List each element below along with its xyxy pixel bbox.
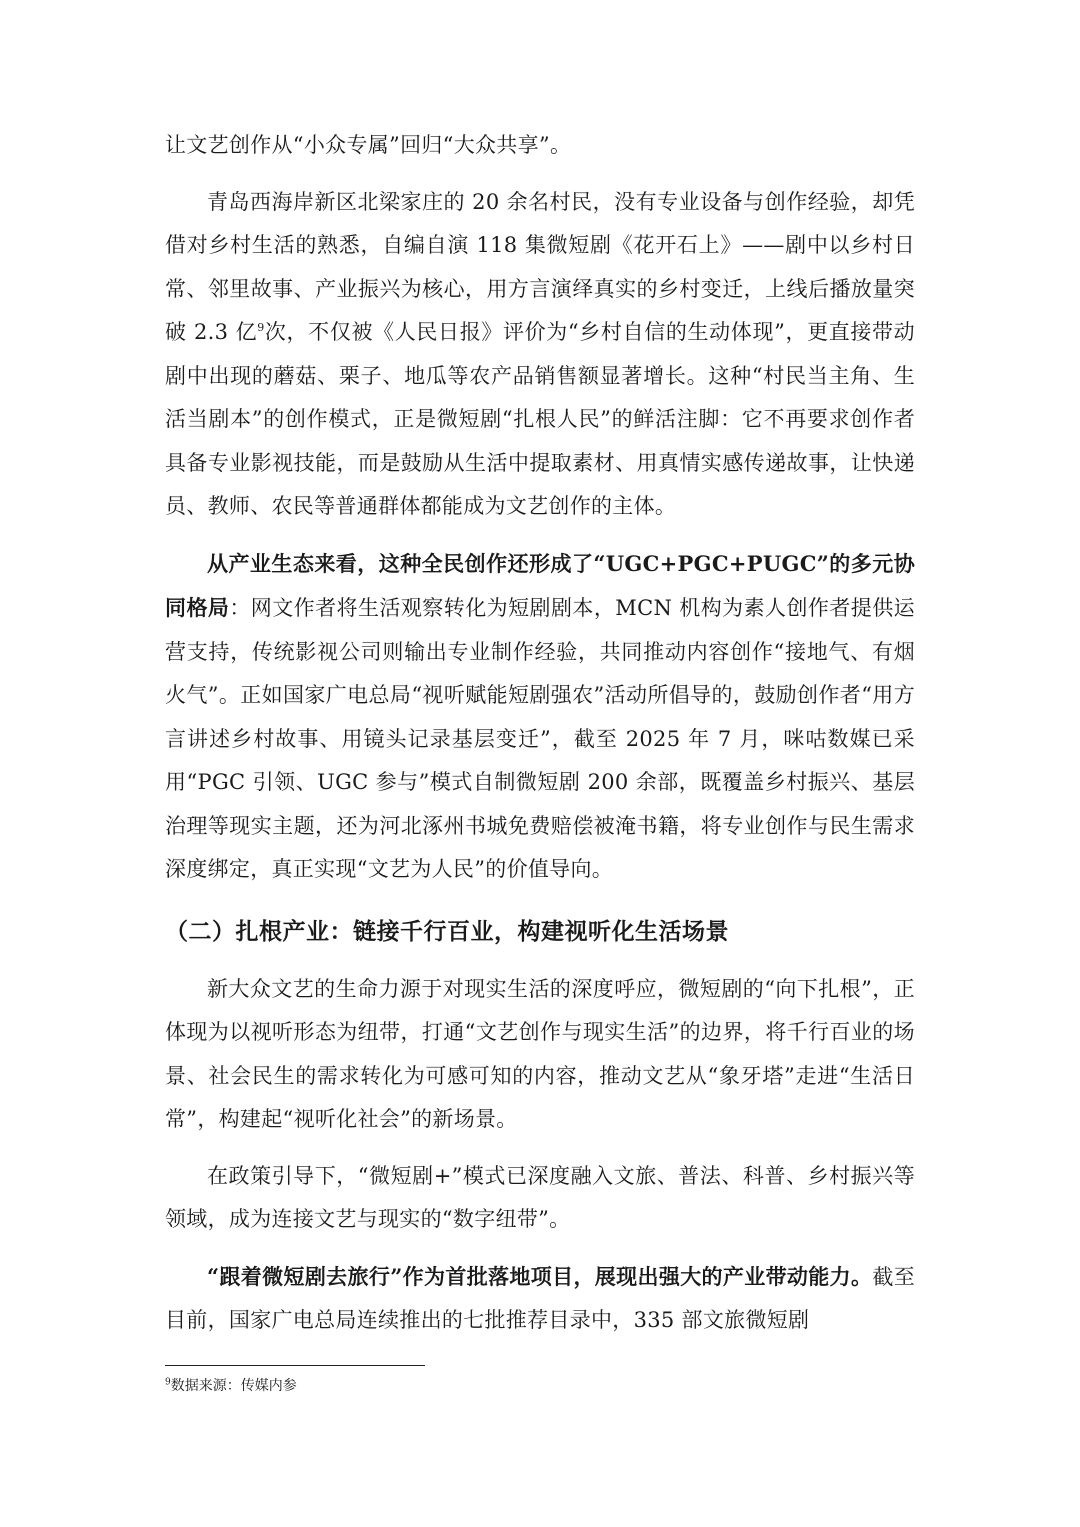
paragraph-continuation: [165, 124, 915, 168]
footnote: [165, 1375, 297, 1397]
section-heading: （二）扎根产业：链接千行百业，构建视听化生活场景: [165, 918, 729, 945]
footnote-reference: 9: [257, 321, 265, 334]
paragraph-lead-bold: 从产业生态来看，这种全民创作还形成了“UGC+PGC+PUGC”的多元协同格局: [165, 550, 915, 620]
paragraph-industry-ecology: [165, 542, 915, 892]
paragraph-qingdao-village: [165, 181, 915, 529]
paragraph-text: 截至目前，国家广电总局连续推出的七批推荐目录中，335 部文旅微短剧: [165, 1264, 915, 1332]
paragraph-text: 青岛西海岸新区北梁家庄的 20 余名村民，没有专业设备与创作经验，却凭借对乡村生活的熟悉，自编自演 118 集微短剧《花开石上》——剧中以乡村日常、邻里故事、产业振兴为核心，用方言演绎真实的乡村变迁，上线后播放量突破 2.3 亿: [165, 189, 915, 344]
paragraph-text: 让文艺创作从“小众专属”回归“大众共享”。: [165, 133, 572, 157]
paragraph-policy-guidance: [165, 1155, 915, 1242]
paragraph-text: 新大众文艺的生命力源于对现实生活的深度呼应，微短剧的“向下扎根”，正体现为以视听形态为纽带，打通“文艺创作与现实生活”的边界，将千行百业的场景、社会民生的需求转化为可感可知的内容，推动文艺从“象牙塔”走进“生活日常”，构建起“视听化社会”的新场景。: [165, 976, 915, 1131]
paragraph-text: ：网文作者将生活观察转化为短剧剧本，MCN 机构为素人创作者提供运营支持，传统影视公司则输出专业制作经验，共同推动内容创作“接地气、有烟火气”。正如国家广电总局“视听赋能短剧强农”活动所倡导的，鼓励创作者“用方言讲述乡村故事、用镜头记录基层变迁”，截至 2025 年 7 月，咪咕数媒已采用“PGC 引领、UGC 参与”模式自制微短剧 200 余部，既覆盖乡村振兴、基层治理等现实主题，还为河北涿州书城免费赔偿被淹书籍，将专业创作与民生需求深度绑定，真正实现“文艺为人民”的价值导向。: [165, 596, 915, 881]
paragraph-text: 次，不仅被《人民日报》评价为“乡村自信的生动体现”，更直接带动剧中出现的蘑菇、栗子、地瓜等农产品销售额显著增长。这种“村民当主角、生活当剧本”的创作模式，正是微短剧“扎根人民”的鲜活注脚：它不再要求创作者具备专业影视技能，而是鼓励从生活中提取素材、用真情实感传递故事，让快递员、教师、农民等普通群体都能成为文艺创作的主体。: [165, 320, 915, 518]
body-text: [165, 124, 915, 1356]
paragraph-lead-bold: “跟着微短剧去旅行”作为首批落地项目，展现出强大的产业带动能力。: [207, 1263, 873, 1289]
paragraph-travel-project: [165, 1255, 915, 1343]
paragraph-text: 在政策引导下，“微短剧+”模式已深度融入文旅、普法、科普、乡村振兴等领域，成为连接文艺与现实的“数字纽带”。: [165, 1163, 915, 1231]
footnote-divider: [165, 1365, 425, 1366]
paragraph-new-mass-art: [165, 968, 915, 1142]
footnote-text: 数据来源：传媒内参: [170, 1378, 297, 1394]
footnote-marker: 9: [165, 1377, 171, 1388]
